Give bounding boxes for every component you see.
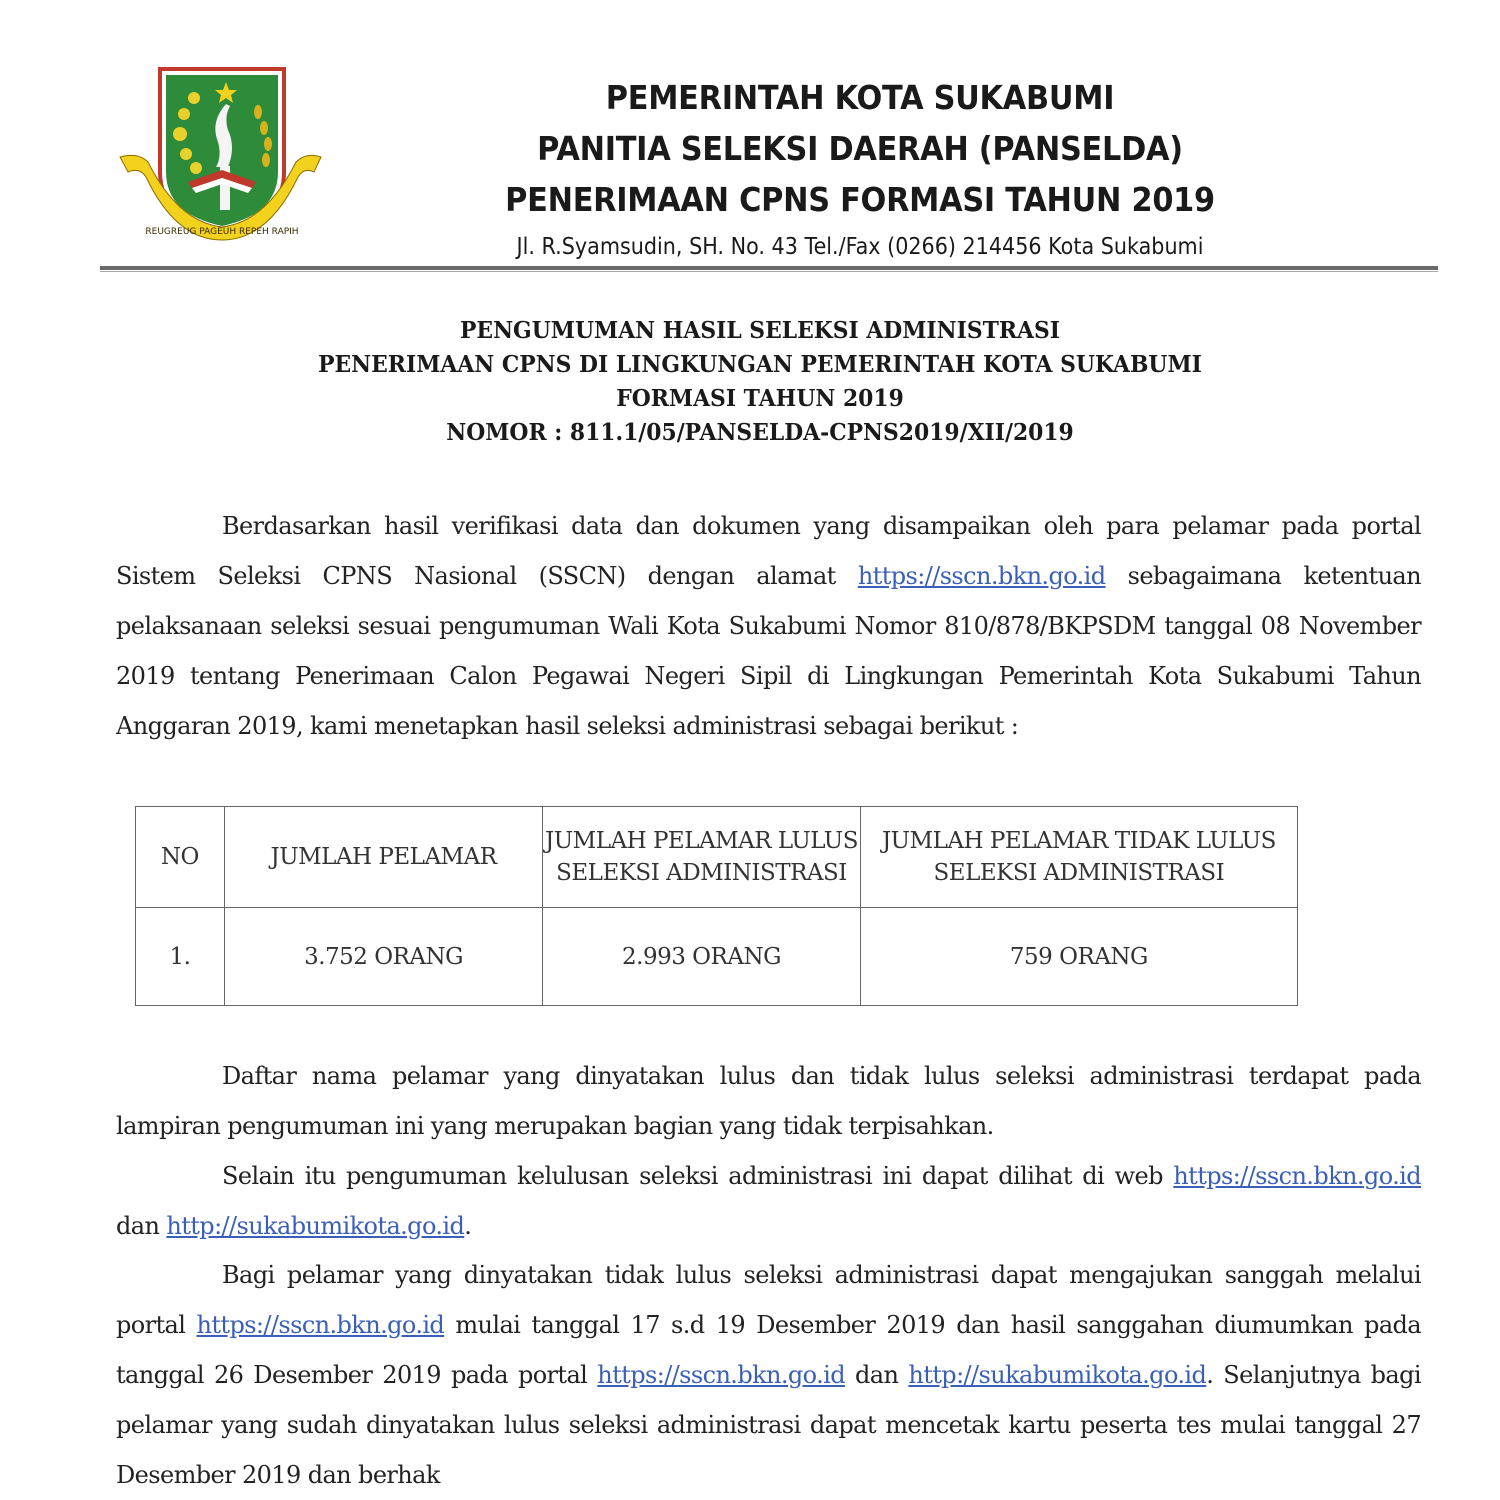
letterhead [420,72,1300,267]
cell-failed: 759 ORANG [860,908,1297,1006]
letterhead-government: PEMERINTAH KOTA SUKABUMI [605,78,1115,117]
title-line-1: PENGUMUMAN HASIL SELEKSI ADMINISTRASI [459,317,1061,344]
letterhead-committee: PANITIA SELEKSI DAERAH (PANSELDA) [537,129,1183,168]
paragraph-intro [116,501,1421,751]
sukabumikota-link[interactable]: http://sukabumikota.go.id [166,1212,465,1240]
cell-total-applicants: 3.752 ORANG [224,908,542,1006]
paragraph-text: Berdasarkan hasil verifikasi data dan dokumen yang disampaikan oleh para pelamar pada portal Sistem Seleksi CPNS Nasional (SSCN) dengan alamat [116,512,1421,590]
table-row [136,908,1298,1006]
announcement-title [200,314,1320,450]
coat-of-arms-logo [118,62,323,242]
paragraph-text: Daftar nama pelamar yang dinyatakan lulus dan tidak lulus seleksi administrasi terdapat pada lampiran pengumuman ini yang merupakan bagian yang tidak terpisahkan. [116,1062,1421,1140]
paragraph-text: . [464,1212,472,1240]
sscn-link[interactable]: https://sscn.bkn.go.id [597,1361,845,1389]
title-line-2: PENERIMAAN CPNS DI LINGKUNGAN PEMERINTAH KOTA SUKABUMI [318,351,1202,378]
paragraph-text: . Selanjutnya bagi pelamar yang sudah dinyatakan lulus seleksi administrasi dapat mencetak kartu peserta tes mulai tanggal 27 Desember 2019 dan berhak [116,1361,1421,1489]
cell-no: 1. [136,908,225,1006]
document-number: NOMOR : 811.1/05/PANSELDA-CPNS2019/XII/2019 [446,419,1074,446]
letterhead-recruitment: PENERIMAAN CPNS FORMASI TAHUN 2019 [505,180,1215,219]
letterhead-divider-thin [100,271,1438,272]
header-passed: JUMLAH PELAMAR LULUS SELEKSI ADMINISTRASI [543,807,861,908]
sukabumi-emblem-icon [118,62,323,242]
results-table [135,806,1298,1006]
sscn-link[interactable]: https://sscn.bkn.go.id [1173,1162,1421,1190]
letterhead-divider [100,266,1438,270]
svg-text:REUGREUG PAGEUH REPEH RAPIH: REUGREUG PAGEUH REPEH RAPIH [145,227,299,237]
paragraph-text: Bagi pelamar yang dinyatakan tidak lulus seleksi administrasi dapat mengajukan sanggah melalui portal [116,1261,1421,1339]
paragraph-text: Selain itu pengumuman kelulusan seleksi administrasi ini dapat dilihat di web [222,1162,1174,1190]
paragraph-text: dan [116,1212,167,1240]
paragraph-attachment [116,1051,1421,1151]
table-header-row [136,807,1298,908]
title-line-3: FORMASI TAHUN 2019 [616,385,904,412]
paragraph-text: dan [844,1361,909,1389]
paragraph-text: sebagaimana ketentuan pelaksanaan seleksi sesuai pengumuman Wali Kota Sukabumi Nomor 810/878/BKPSDM tanggal 08 November 2019 tentang Penerimaan Calon Pegawai Negeri Sipil di Lingkungan Pemerintah Kota Sukabumi Tahun Anggaran 2019, kami menetapkan hasil seleksi administrasi sebagai berikut : [116,562,1421,740]
paragraph-objection [116,1250,1421,1500]
header-total-applicants: JUMLAH PELAMAR [224,807,542,908]
header-no: NO [136,807,225,908]
paragraph-text: mulai tanggal 17 s.d 19 Desember 2019 dan hasil sanggahan diumumkan pada tanggal 26 Desember 2019 pada portal [116,1311,1421,1389]
cell-passed: 2.993 ORANG [543,908,861,1006]
letterhead-address: Jl. R.Syamsudin, SH. No. 43 Tel./Fax (0266) 214456 Kota Sukabumi [516,234,1204,260]
sscn-link[interactable]: https://sscn.bkn.go.id [857,562,1106,590]
header-failed: JUMLAH PELAMAR TIDAK LULUS SELEKSI ADMINISTRASI [860,807,1297,908]
sscn-link[interactable]: https://sscn.bkn.go.id [196,1311,445,1339]
paragraph-web-info [116,1151,1421,1251]
sukabumikota-link[interactable]: http://sukabumikota.go.id [908,1361,1207,1389]
